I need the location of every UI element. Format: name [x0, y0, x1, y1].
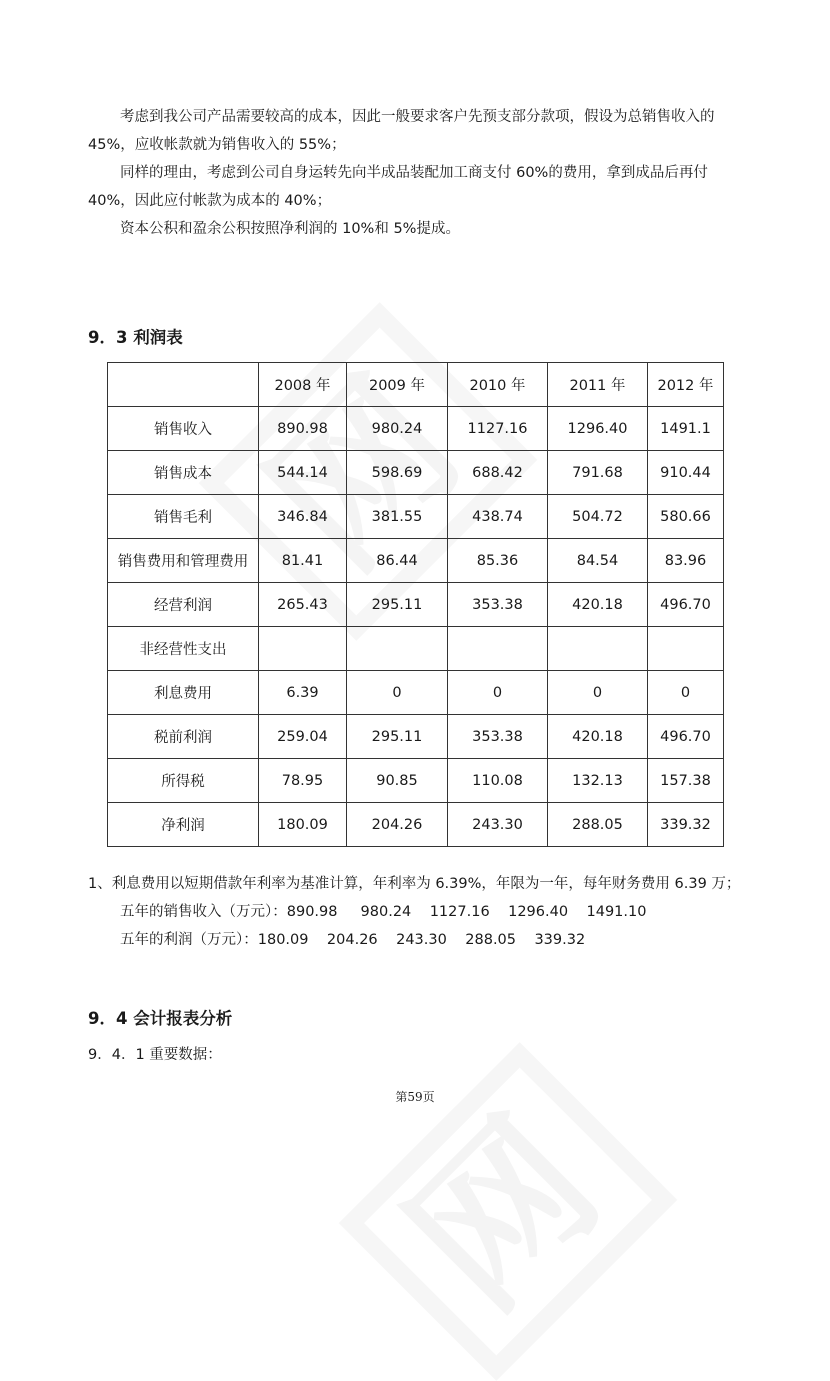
table-cell: 265.43	[259, 583, 347, 627]
table-cell	[448, 627, 548, 671]
table-cell: 243.30	[448, 803, 548, 847]
paragraph-2-line-2: 40%，因此应付帐款为成本的 40%；	[88, 193, 332, 209]
table-cell: 420.18	[548, 715, 648, 759]
table-row	[108, 495, 724, 539]
table-cell: 295.11	[347, 715, 448, 759]
table-cell: 83.96	[648, 539, 724, 583]
paragraph-2-line-1: 同样的理由，考虑到公司自身运转先向半成品装配加工商支付 60%的费用，拿到成品后再付	[120, 165, 708, 181]
table-cell: 791.68	[548, 451, 648, 495]
table-cell: 890.98	[259, 407, 347, 451]
table-cell: 86.44	[347, 539, 448, 583]
header-cell: 2010 年	[448, 363, 548, 407]
table-cell: 353.38	[448, 583, 548, 627]
interest-note	[88, 870, 740, 954]
table-cell: 180.09	[259, 803, 347, 847]
table-cell: 81.41	[259, 539, 347, 583]
intro-paragraphs	[88, 103, 738, 243]
header-cell: 2009 年	[347, 363, 448, 407]
table-cell	[259, 627, 347, 671]
table-cell: 496.70	[648, 715, 724, 759]
table-cell: 420.18	[548, 583, 648, 627]
table-cell: 504.72	[548, 495, 648, 539]
header-cell: 2012 年	[648, 363, 724, 407]
table-cell: 353.38	[448, 715, 548, 759]
table-row	[108, 583, 724, 627]
table-cell: 688.42	[448, 451, 548, 495]
paragraph-1-line-2: 45%，应收帐款就为销售收入的 55%；	[88, 137, 346, 153]
table-row	[108, 803, 724, 847]
paragraph-3-line-1: 资本公积和盈余公积按照净利润的 10%和 5%提成。	[120, 221, 460, 237]
table-cell: 204.26	[347, 803, 448, 847]
table-cell: 0	[548, 671, 648, 715]
table-row	[108, 671, 724, 715]
row-label: 税前利润	[108, 715, 259, 759]
row-label: 利息费用	[108, 671, 259, 715]
table-row	[108, 627, 724, 671]
table-cell: 910.44	[648, 451, 724, 495]
table-cell: 85.36	[448, 539, 548, 583]
table-cell: 1296.40	[548, 407, 648, 451]
row-label: 净利润	[108, 803, 259, 847]
row-label: 销售费用和管理费用	[108, 539, 259, 583]
table-cell: 0	[448, 671, 548, 715]
table-cell: 78.95	[259, 759, 347, 803]
table-cell: 496.70	[648, 583, 724, 627]
table-cell: 288.05	[548, 803, 648, 847]
table-cell	[347, 627, 448, 671]
section-heading-profit-table: 9．3 利润表	[88, 328, 183, 347]
table-cell: 346.84	[259, 495, 347, 539]
note-line-1: 1、利息费用以短期借款年利率为基准计算，年利率为 6.39%，年限为一年，每年财务费用 6.39 万；	[88, 876, 741, 892]
paragraph-1-line-1: 考虑到我公司产品需要较高的成本，因此一般要求客户先预支部分款项，假设为总销售收入的	[120, 109, 715, 125]
table-cell: 259.04	[259, 715, 347, 759]
table-header-row	[108, 363, 724, 407]
page-number: 第59页	[395, 1090, 435, 1104]
table-cell: 544.14	[259, 451, 347, 495]
section-heading-analysis: 9．4 会计报表分析	[88, 1009, 233, 1028]
table-cell: 6.39	[259, 671, 347, 715]
row-label: 销售毛利	[108, 495, 259, 539]
table-cell: 90.85	[347, 759, 448, 803]
table-cell: 580.66	[648, 495, 724, 539]
table-cell: 1127.16	[448, 407, 548, 451]
table-cell: 0	[347, 671, 448, 715]
header-cell	[108, 363, 259, 407]
table-cell: 438.74	[448, 495, 548, 539]
table-cell	[548, 627, 648, 671]
profit-table	[107, 362, 724, 847]
table-cell: 339.32	[648, 803, 724, 847]
row-label: 所得税	[108, 759, 259, 803]
row-label: 销售成本	[108, 451, 259, 495]
table-row	[108, 759, 724, 803]
row-label: 经营利润	[108, 583, 259, 627]
table-cell: 295.11	[347, 583, 448, 627]
row-label: 销售收入	[108, 407, 259, 451]
table-cell: 110.08	[448, 759, 548, 803]
table-row	[108, 715, 724, 759]
table-row	[108, 451, 724, 495]
table-cell: 132.13	[548, 759, 648, 803]
header-cell: 2008 年	[259, 363, 347, 407]
table-cell: 84.54	[548, 539, 648, 583]
table-cell: 1491.1	[648, 407, 724, 451]
table-cell: 980.24	[347, 407, 448, 451]
table-row	[108, 407, 724, 451]
table-cell	[648, 627, 724, 671]
table-cell: 0	[648, 671, 724, 715]
table-cell: 381.55	[347, 495, 448, 539]
note-line-2: 五年的销售收入（万元）：890.98 980.24 1127.16 1296.40 1491.10	[120, 904, 647, 920]
header-cell: 2011 年	[548, 363, 648, 407]
table-cell: 157.38	[648, 759, 724, 803]
note-line-3: 五年的利润（万元）：180.09 204.26 243.30 288.05 339.32	[120, 932, 586, 948]
table-row	[108, 539, 724, 583]
table-cell: 598.69	[347, 451, 448, 495]
subsection-heading: 9．4．1 重要数据：	[88, 1047, 222, 1063]
row-label: 非经营性支出	[108, 627, 259, 671]
